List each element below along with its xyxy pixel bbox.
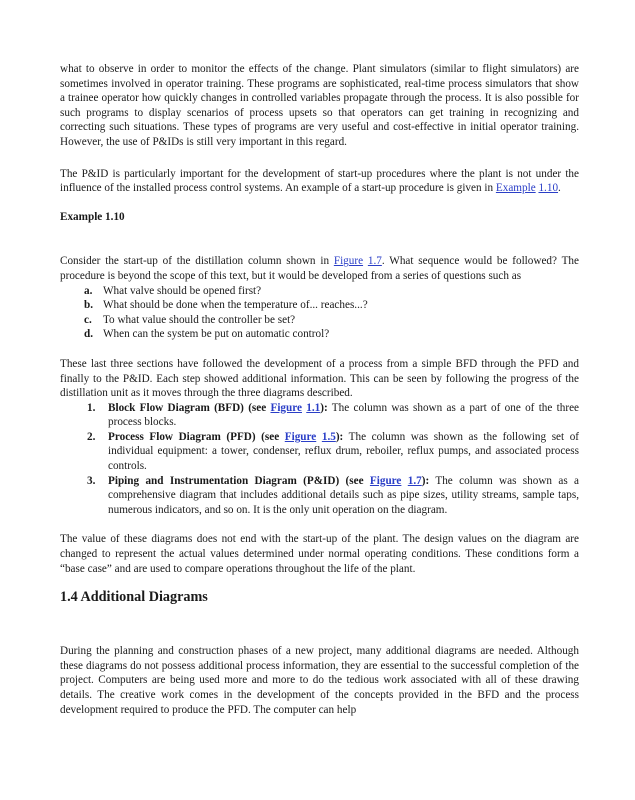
list-marker: 1. — [87, 401, 96, 414]
list-item — [60, 313, 579, 328]
list-item-title-close: ): — [335, 430, 344, 443]
list-item-text: The column was shown as a comprehensive diagram that includes additional details such as pipe sizes, utility streams, sample taps, numerous indicators, and so on. It is the only unit operation on the diagram. — [108, 474, 579, 516]
list-item — [60, 474, 579, 518]
list-item — [60, 298, 579, 313]
list-marker: 3. — [87, 474, 96, 487]
list-item-text: What should be done when the temperature of... reaches...? — [103, 299, 368, 312]
list-item — [60, 430, 579, 474]
list-item-title: Process Flow Diagram (PFD) (see — [108, 430, 285, 443]
list-marker: b. — [84, 299, 94, 312]
list-item-title: Block Flow Diagram (BFD) (see — [108, 401, 271, 414]
paragraph-additional-diagrams: During the planning and construction phases of a new project, many additional diagrams are needed. Although these diagrams do not possess additional process information, they are essential to the successful completion of the project. Computers are being used more and more to do the tedious work associated with all of these drawing details. The creative work comes in the development of the concepts provided in the BFD and the process development required to produce the PFD. The computer can help — [60, 645, 579, 716]
figure-number-link[interactable]: 1.7 — [407, 474, 422, 487]
list-item-text: The column was shown as a part of one of the three process blocks. — [108, 401, 580, 429]
figure-link[interactable]: Figure — [270, 401, 302, 414]
figure-number-link[interactable]: 1.5 — [321, 430, 336, 443]
list-marker: 2. — [87, 430, 96, 443]
paragraph-text: . What sequence would be followed? The procedure is beyond the scope of this text, but it would be developed from a series of questions such as — [60, 255, 579, 282]
list-item — [60, 327, 579, 342]
list-marker: a. — [84, 284, 93, 297]
figure-link[interactable]: Figure — [284, 430, 317, 443]
list-item-title-close: ): — [320, 401, 328, 414]
example-heading: Example 1.10 — [60, 210, 125, 223]
paragraph-startup-procedures — [60, 167, 579, 196]
figure-link[interactable]: Figure — [369, 474, 402, 487]
section-heading: 1.4 Additional Diagrams — [60, 589, 208, 606]
figure-link[interactable]: Figure — [333, 255, 364, 268]
paragraph-example-startup — [60, 254, 579, 283]
paragraph-text: Consider the start-up of the distillation column shown in — [60, 255, 334, 268]
list-marker: c. — [84, 313, 92, 326]
question-list — [60, 284, 579, 342]
figure-number-link[interactable]: 1.7 — [367, 255, 382, 268]
paragraph-text: . — [558, 182, 561, 195]
paragraph-diagram-progression: These last three sections have followed the development of a process from a simple BFD through the PFD and finally to the P&ID. Each step showed additional information. This can be seen by following the progress of the distillation unit as it moves through the three diagrams described. — [60, 357, 579, 400]
paragraph-base-case: The value of these diagrams does not end with the start-up of the plant. The design values on the diagram are changed to represent the actual values determined under normal operating conditions. These conditions form a “base case” and are used to compare operations throughout the life of the plant. — [60, 533, 579, 575]
list-item-title: Piping and Instrumentation Diagram (P&ID) (see — [108, 474, 370, 487]
paragraph-operator-training: what to observe in order to monitor the effects of the change. Plant simulators (similar to flight simulators) are sometimes involved in operator training. These programs are sophisticated, real-time process simulators that show a trainee operator how quickly changes in controlled variables propagate through the process. It is also possible for such programs to display scenarios of process upsets so that operators can get training in recognizing and correcting such situations. These types of programs are very useful and cost-effective in initial operator training. However, the use of P&IDs is still very important in this regard. — [60, 63, 579, 148]
list-marker: d. — [84, 328, 94, 341]
list-item — [60, 284, 579, 299]
example-number-link[interactable]: 1.10 — [538, 182, 559, 195]
list-item — [60, 401, 579, 430]
example-link[interactable]: Example — [495, 182, 536, 195]
list-item-text: When can the system be put on automatic control? — [103, 328, 330, 341]
list-item-text: The column was shown as the following set of individual equipment: a tower, condenser, reflux drum, reboiler, reflux pumps, and associated process controls. — [108, 430, 580, 473]
list-item-text: To what value should the controller be set? — [103, 313, 296, 326]
figure-number-link[interactable]: 1.1 — [306, 401, 321, 414]
list-item-title-close: ): — [421, 474, 430, 487]
list-item-text: What valve should be opened first? — [103, 284, 262, 297]
diagram-list — [60, 401, 579, 518]
paragraph-text: The P&ID is particularly important for the development of start-up procedures where the plant is not under the influence of the installed process control systems. An example of a start-up procedure is given in — [60, 167, 579, 195]
document-page — [60, 62, 579, 717]
